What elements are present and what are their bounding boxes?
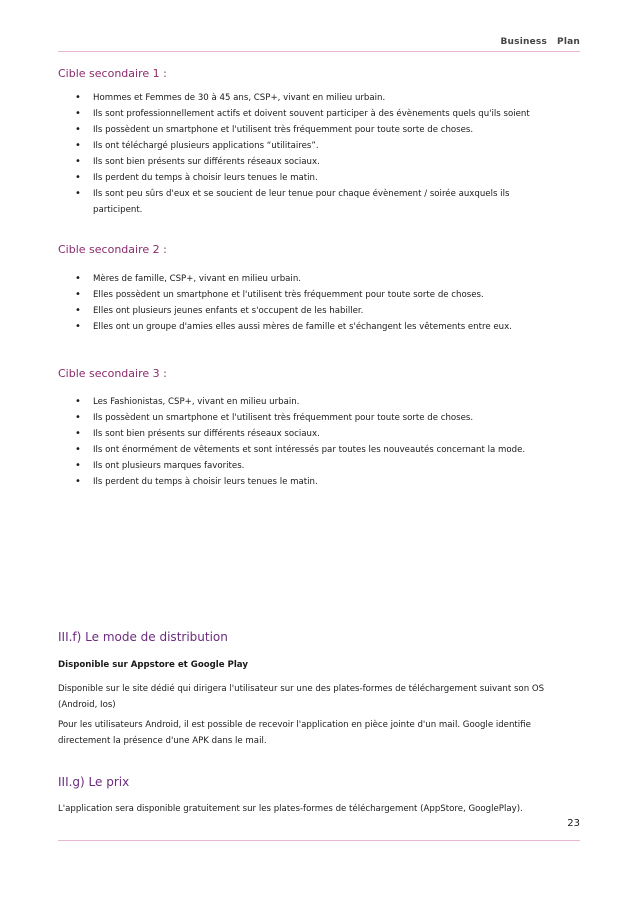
list-item: • Elles ont plusieurs jeunes enfants et s'occupent de les habiller.	[58, 303, 548, 319]
footer-divider	[58, 840, 580, 841]
prix-heading: III.g) Le prix	[58, 775, 130, 789]
list-item: • Ils ont téléchargé plusieurs applications “utilitaires”.	[58, 138, 548, 154]
distribution-paragraph-2: Pour les utilisateurs Android, il est possible de recevoir l'application en pièce jointe d'un mail. Google identifie directement la présence d'une APK dans le mail.	[58, 720, 531, 746]
list-item: • Ils sont bien présents sur différents réseaux sociaux.	[58, 426, 548, 442]
cible-3-list	[58, 394, 548, 490]
page-number: 23	[567, 818, 580, 829]
list-item: • Elles possèdent un smartphone et l'utilisent très fréquemment pour toute sorte de choses.	[58, 287, 548, 303]
header-business: Business	[500, 37, 548, 47]
header-divider	[58, 51, 580, 52]
distribution-subheading: Disponible sur Appstore et Google Play	[58, 660, 248, 670]
cible-2-list	[58, 271, 548, 335]
cible-1-list	[58, 90, 548, 218]
distribution-heading: III.f) Le mode de distribution	[58, 630, 228, 644]
cible-2-title: Cible secondaire 2 :	[58, 243, 167, 256]
list-item: • Ils sont professionnellement actifs et doivent souvent participer à des évènements quels qu'ils soient	[58, 106, 548, 122]
header-plan: Plan	[557, 37, 580, 47]
list-item: • Ils perdent du temps à choisir leurs tenues le matin.	[58, 170, 548, 186]
list-item: • Ils ont énormément de vêtements et sont intéressés par toutes les nouveautés concernant la mode.	[58, 442, 548, 458]
prix-paragraph: L'application sera disponible gratuitement sur les plates-formes de téléchargement (AppStore, GooglePlay).	[58, 804, 523, 814]
cible-3-title: Cible secondaire 3 :	[58, 367, 167, 380]
list-item: • Ils sont peu sûrs d'eux et se soucient de leur tenue pour chaque évènement / soirée auxquels ils participent.	[58, 186, 548, 218]
list-item: • Ils perdent du temps à choisir leurs tenues le matin.	[58, 474, 548, 490]
cible-1-title: Cible secondaire 1 :	[58, 67, 167, 80]
distribution-paragraph-1: Disponible sur le site dédié qui dirigera l'utilisateur sur une des plates-formes de téléchargement suivant son OS (Android, Ios)	[58, 684, 545, 710]
list-item: • Elles ont un groupe d'amies elles aussi mères de famille et s'échangent les vêtements entre eux.	[58, 319, 548, 335]
list-item: • Les Fashionistas, CSP+, vivant en milieu urbain.	[58, 394, 548, 410]
list-item: • Ils ont plusieurs marques favorites.	[58, 458, 548, 474]
list-item: • Ils possèdent un smartphone et l'utilisent très fréquemment pour toute sorte de choses.	[58, 410, 548, 426]
list-item: • Ils sont bien présents sur différents réseaux sociaux.	[58, 154, 548, 170]
list-item: • Hommes et Femmes de 30 à 45 ans, CSP+, vivant en milieu urbain.	[58, 90, 548, 106]
list-item: • Mères de famille, CSP+, vivant en milieu urbain.	[58, 271, 548, 287]
page-header	[500, 37, 580, 47]
list-item: • Ils possèdent un smartphone et l'utilisent très fréquemment pour toute sorte de choses.	[58, 122, 548, 138]
